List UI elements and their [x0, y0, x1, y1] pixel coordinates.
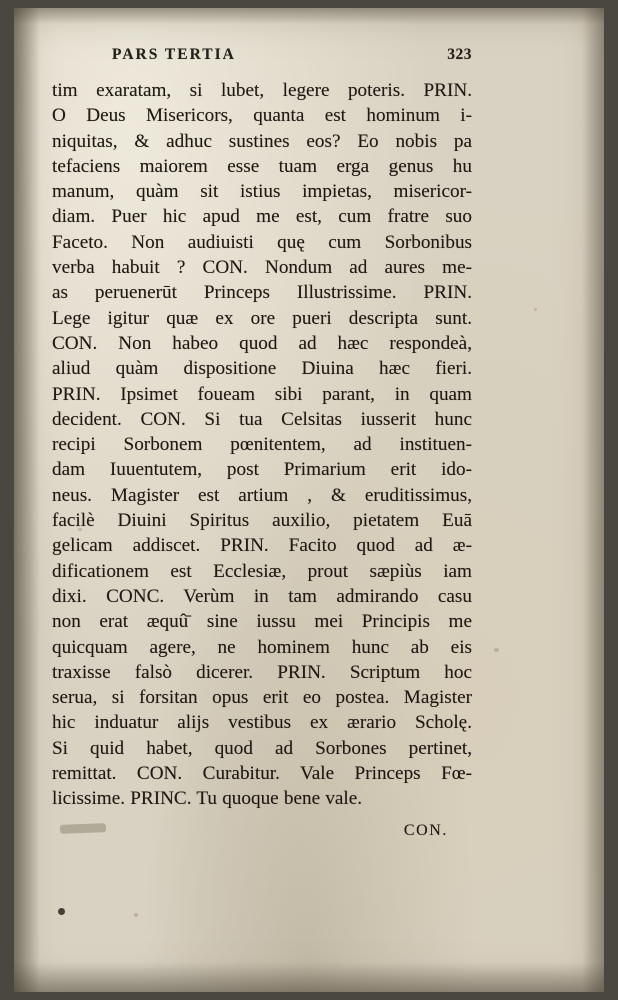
text-line: niquitas, & adhuc sustines eos? Eo nobis pa — [52, 130, 472, 152]
text-line: Faceto. Non audiuisti quę cum Sorbonibus — [52, 231, 472, 253]
page-number: 323 — [447, 46, 472, 63]
text-line: tim exaratam, si lubet, legere poteris. PRIN. — [52, 80, 472, 101]
paper-surface — [14, 8, 604, 992]
text-line: PRIN. Ipsimet foueam sibi parant, in quam — [52, 383, 472, 405]
text-line: dam Iuuentutem, post Primarium erit ido- — [52, 459, 472, 481]
paper-speckle — [494, 648, 499, 652]
text-line: recipi Sorbonem pœnitentem, ad instituen- — [52, 434, 472, 456]
page-edge-shadow-bottom — [14, 962, 604, 992]
text-line: Lege igitur quæ ex ore pueri descripta sunt. — [52, 307, 472, 329]
text-line: tefaciens maiorem esse tuam erga genus hu — [52, 155, 472, 177]
page-text-block — [52, 46, 472, 840]
text-line: quicquam agere, ne hominem hunc ab eis — [52, 636, 472, 658]
text-line: dificationem est Ecclesiæ, prout sæpiùs iam — [52, 560, 472, 582]
text-line: CON. Non habeo quod ad hæc respondeà, — [52, 332, 472, 354]
body-paragraph — [52, 78, 472, 812]
text-line: Si quid habet, quod ad Sorbones pertinet, — [52, 737, 472, 759]
text-line: diam. Puer hic apud me est, cum fratre suo — [52, 206, 472, 228]
text-line: remittat. CON. Curabitur. Vale Princeps Fœ- — [52, 763, 472, 785]
text-line: as peruenerūt Princeps Illustrissime. PRIN. — [52, 282, 472, 304]
text-line: manum, quàm sit istius impietas, misericor- — [52, 181, 472, 203]
page-gutter-shadow-left — [14, 8, 40, 992]
text-line: decident. CON. Si tua Celsitas iusserit hunc — [52, 408, 472, 430]
page-edge-shadow-top — [14, 8, 604, 24]
text-line: serua, si forsitan opus erit eo postea. Magister — [52, 687, 472, 709]
text-line: dixi. CONC. Verùm in tam admirando casu — [52, 585, 472, 607]
text-line: neus. Magister est artium , & eruditissimus, — [52, 484, 472, 506]
catchword: CON. — [403, 821, 448, 839]
running-head-title: PARS TERTIA — [112, 46, 236, 63]
body-text — [52, 78, 472, 812]
paper-speckle — [534, 308, 537, 311]
text-line: non erat æquû̄ sine iussu mei Principis me — [52, 611, 472, 633]
text-line: traxisse falsò dicerer. PRIN. Scriptum hoc — [52, 661, 472, 683]
paper-speckle — [134, 913, 138, 917]
text-line: verba habuit ? CON. Nondum ad aures me- — [52, 257, 472, 279]
text-line: gelicam addiscet. PRIN. Facito quod ad æ- — [52, 535, 472, 557]
text-line: O Deus Misericors, quanta est hominum i- — [52, 105, 472, 127]
ink-blot — [58, 908, 65, 915]
text-line: hic induatur alijs vestibus ex ærario Scholę. — [52, 712, 472, 734]
page-edge-shadow-right — [582, 8, 604, 992]
text-line: aliud quàm dispositione Diuina hæc fieri. — [52, 358, 472, 380]
text-line: licissime. PRINC. Tu quoque bene vale. — [52, 788, 363, 810]
text-line: facilè Diuini Spiritus auxilio, pietatem Euā — [52, 510, 472, 532]
running-head — [52, 46, 472, 64]
